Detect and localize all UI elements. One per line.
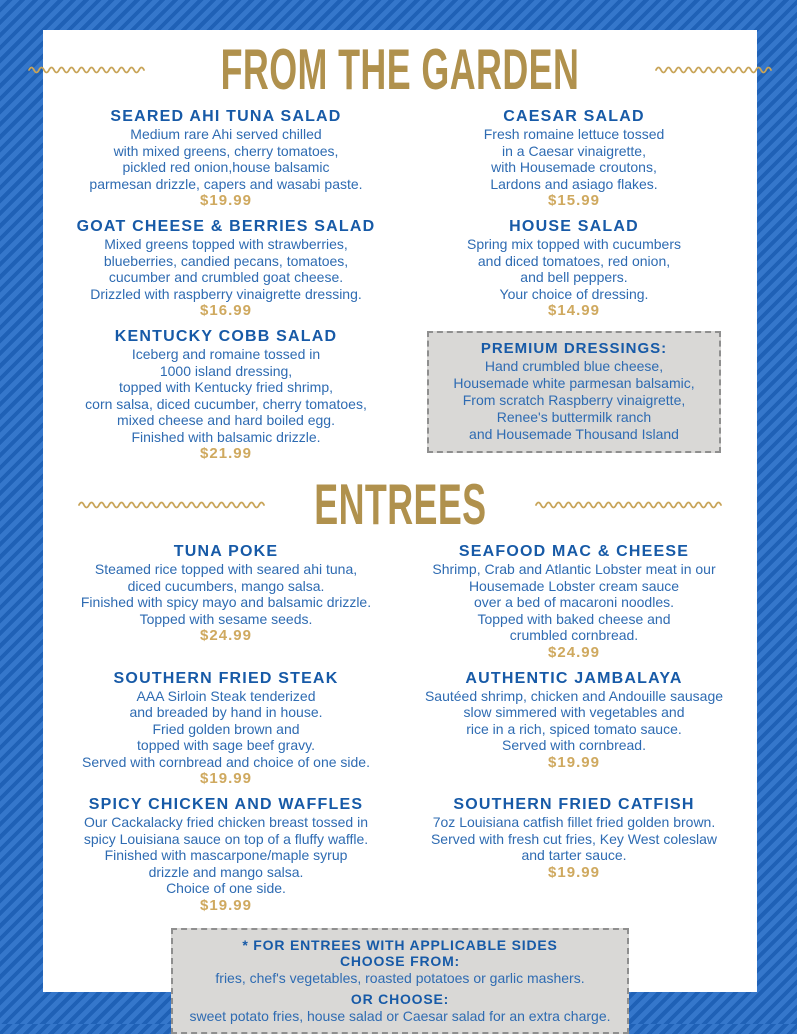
description-line: and tarter sauce.: [405, 847, 743, 864]
description-line: Medium rare Ahi served chilled: [57, 126, 395, 143]
or-choose-label: OR CHOOSE:: [179, 991, 621, 1008]
menu-sheet: [43, 30, 757, 992]
menu-item-price: $19.99: [405, 754, 743, 772]
menu-item-southern-fried-steak: [57, 669, 395, 789]
description-line: Housemade white parmesan balsamic,: [433, 375, 715, 392]
description-line: cucumber and crumbled goat cheese.: [57, 269, 395, 286]
description-line: spicy Louisiana sauce on top of a fluffy waffle.: [57, 831, 395, 848]
description-line: AAA Sirloin Steak tenderized: [57, 688, 395, 705]
menu-item-title: SOUTHERN FRIED CATFISH: [405, 795, 743, 814]
description-line: topped with sage beef gravy.: [57, 737, 395, 754]
menu-item-seafood-mac-cheese: [405, 542, 743, 662]
description-line: Steamed rice topped with seared ahi tuna,: [57, 561, 395, 578]
section-title-garden: FROM THE GARDEN: [221, 35, 580, 103]
squiggle-divider-icon: [29, 62, 144, 76]
menu-item-seared-ahi-tuna-salad: [57, 107, 395, 210]
description-line: Served with fresh cut fries, Key West coleslaw: [405, 831, 743, 848]
description-line: and Housemade Thousand Island: [433, 426, 715, 443]
description-line: Renee's buttermilk ranch: [433, 409, 715, 426]
description-line: over a bed of macaroni noodles.: [405, 594, 743, 611]
description-line: Shrimp, Crab and Atlantic Lobster meat in our: [405, 561, 743, 578]
description-line: Topped with baked cheese and: [405, 611, 743, 628]
premium-dressings-title: PREMIUM DRESSINGS:: [433, 340, 715, 358]
menu-item-price: $24.99: [57, 627, 395, 645]
description-line: Fried golden brown and: [57, 721, 395, 738]
section-title-entrees: ENTREES: [314, 470, 486, 538]
description-line: Finished with spicy mayo and balsamic drizzle.: [57, 594, 395, 611]
menu-item-price: $19.99: [57, 770, 395, 788]
choose-from-label: CHOOSE FROM:: [179, 953, 621, 970]
squiggle-divider-icon: [79, 497, 264, 511]
description-line: and bell peppers.: [405, 269, 743, 286]
menu-item-title: SPICY CHICKEN AND WAFFLES: [57, 795, 395, 814]
description-line: diced cucumbers, mango salsa.: [57, 578, 395, 595]
garden-items-grid: [57, 107, 743, 470]
section-heading-garden: [57, 37, 743, 101]
description-line: topped with Kentucky fried shrimp,: [57, 379, 395, 396]
menu-item-price: $14.99: [405, 302, 743, 320]
description-line: blueberries, candied pecans, tomatoes,: [57, 253, 395, 270]
menu-item-price: $19.99: [405, 864, 743, 882]
description-line: 7oz Louisiana catfish fillet fried golden brown.: [405, 814, 743, 831]
menu-item-price: $24.99: [405, 644, 743, 662]
menu-item-price: $19.99: [57, 192, 395, 210]
menu-item-title: TUNA POKE: [57, 542, 395, 561]
description-line: with Housemade croutons,: [405, 159, 743, 176]
menu-item-house-salad: [405, 217, 743, 320]
description-line: and breaded by hand in house.: [57, 704, 395, 721]
menu-item-kentucky-cobb-salad: [57, 327, 395, 463]
choose-from-options: fries, chef's vegetables, roasted potatoes or garlic mashers.: [179, 970, 621, 987]
sides-note-box: [171, 928, 629, 1034]
description-line: rice in a rich, spiced tomato sauce.: [405, 721, 743, 738]
description-line: Finished with mascarpone/maple syrup: [57, 847, 395, 864]
description-line: Mixed greens topped with strawberries,: [57, 236, 395, 253]
description-line: Finished with balsamic drizzle.: [57, 429, 395, 446]
menu-item-goat-cheese-berries-salad: [57, 217, 395, 320]
menu-item-title: KENTUCKY COBB SALAD: [57, 327, 395, 346]
menu-item-title: CAESAR SALAD: [405, 107, 743, 126]
description-line: From scratch Raspberry vinaigrette,: [433, 392, 715, 409]
description-line: with mixed greens, cherry tomatoes,: [57, 143, 395, 160]
menu-item-title: SEARED AHI TUNA SALAD: [57, 107, 395, 126]
squiggle-divider-icon: [536, 497, 721, 511]
description-line: Drizzled with raspberry vinaigrette dressing.: [57, 286, 395, 303]
menu-item-tuna-poke: [57, 542, 395, 662]
description-line: parmesan drizzle, capers and wasabi paste.: [57, 176, 395, 193]
menu-item-title: SEAFOOD MAC & CHEESE: [405, 542, 743, 561]
description-line: Fresh romaine lettuce tossed: [405, 126, 743, 143]
menu-item-price: $21.99: [57, 445, 395, 463]
description-line: Sautéed shrimp, chicken and Andouille sausage: [405, 688, 743, 705]
section-heading-entrees: [57, 472, 743, 536]
description-line: Your choice of dressing.: [405, 286, 743, 303]
description-line: Hand crumbled blue cheese,: [433, 358, 715, 375]
description-line: in a Caesar vinaigrette,: [405, 143, 743, 160]
menu-item-title: SOUTHERN FRIED STEAK: [57, 669, 395, 688]
premium-dressings-box: [427, 331, 721, 453]
or-choose-options: sweet potato fries, house salad or Caesar salad for an extra charge.: [179, 1008, 621, 1025]
description-line: Spring mix topped with cucumbers: [405, 236, 743, 253]
entrees-items-grid: [57, 542, 743, 922]
sides-note-heading: * FOR ENTREES WITH APPLICABLE SIDES: [179, 937, 621, 954]
description-line: Topped with sesame seeds.: [57, 611, 395, 628]
menu-item-caesar-salad: [405, 107, 743, 210]
premium-dressings-item: [405, 327, 743, 463]
description-line: and diced tomatoes, red onion,: [405, 253, 743, 270]
menu-item-price: $19.99: [57, 897, 395, 915]
description-line: Iceberg and romaine tossed in: [57, 346, 395, 363]
description-line: Served with cornbread and choice of one side.: [57, 754, 395, 771]
description-line: crumbled cornbread.: [405, 627, 743, 644]
menu-item-spicy-chicken-waffles: [57, 795, 395, 915]
description-line: corn salsa, diced cucumber, cherry tomatoes,: [57, 396, 395, 413]
description-line: 1000 island dressing,: [57, 363, 395, 380]
description-line: Housemade Lobster cream sauce: [405, 578, 743, 595]
description-line: pickled red onion,house balsamic: [57, 159, 395, 176]
menu-item-price: $15.99: [405, 192, 743, 210]
description-line: slow simmered with vegetables and: [405, 704, 743, 721]
description-line: Choice of one side.: [57, 880, 395, 897]
menu-item-title: HOUSE SALAD: [405, 217, 743, 236]
menu-item-price: $16.99: [57, 302, 395, 320]
description-line: Our Cackalacky fried chicken breast tossed in: [57, 814, 395, 831]
description-line: drizzle and mango salsa.: [57, 864, 395, 881]
description-line: mixed cheese and hard boiled egg.: [57, 412, 395, 429]
menu-item-title: AUTHENTIC JAMBALAYA: [405, 669, 743, 688]
description-line: Lardons and asiago flakes.: [405, 176, 743, 193]
menu-item-title: GOAT CHEESE & BERRIES SALAD: [57, 217, 395, 236]
menu-item-southern-fried-catfish: [405, 795, 743, 915]
menu-item-authentic-jambalaya: [405, 669, 743, 789]
squiggle-divider-icon: [656, 62, 771, 76]
description-line: Served with cornbread.: [405, 737, 743, 754]
